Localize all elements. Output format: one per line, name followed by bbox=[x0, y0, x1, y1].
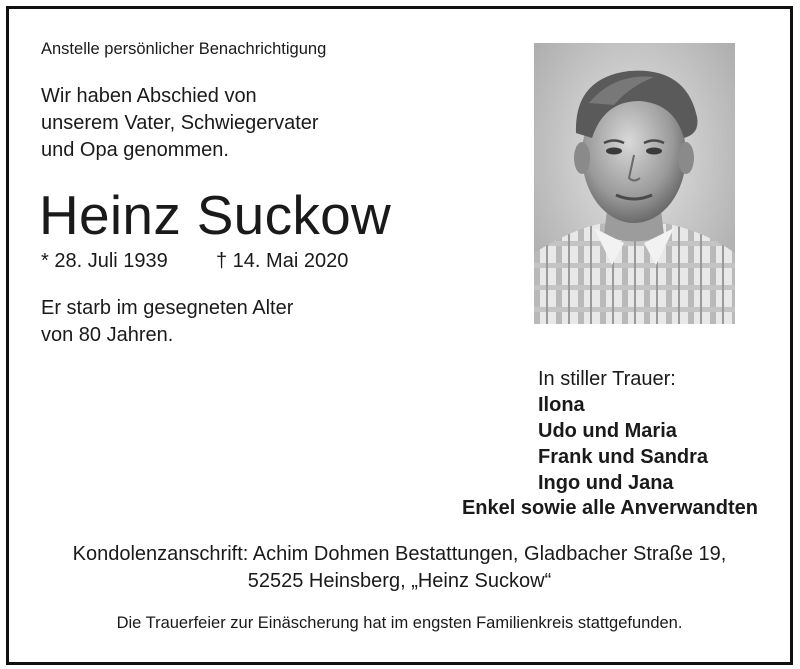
mourner-item: Ingo und Jana bbox=[538, 472, 674, 494]
deceased-name: Heinz Suckow bbox=[39, 184, 392, 246]
age-line: Er starb im gesegneten Alter bbox=[41, 297, 294, 319]
condolence-address bbox=[9, 541, 790, 595]
ceremony-note: Die Trauerfeier zur Einäscherung hat im engsten Familienkreis stattgefunden. bbox=[116, 614, 683, 632]
mourning-lead: In stiller Trauer: bbox=[538, 368, 676, 390]
mourner-item: Frank und Sandra bbox=[538, 446, 709, 468]
mourner-item: Udo und Maria bbox=[538, 420, 677, 442]
intro-line: und Opa genommen. bbox=[41, 139, 229, 161]
portrait-photo bbox=[534, 43, 735, 324]
intro-line: Wir haben Abschied von bbox=[41, 85, 257, 107]
mourner-item: Ilona bbox=[538, 394, 585, 416]
intro-line: unserem Vater, Schwiegervater bbox=[41, 112, 319, 134]
mourners-list bbox=[538, 392, 708, 496]
mourners-relatives: Enkel sowie alle Anverwandten bbox=[461, 497, 758, 519]
obituary-frame bbox=[6, 6, 793, 665]
address-line: Kondolenzanschrift: Achim Dohmen Bestattungen, Gladbacher Straße 19, bbox=[72, 543, 727, 565]
portrait-image bbox=[534, 43, 735, 324]
preface-text: Anstelle persönlicher Benachrichtigung bbox=[41, 40, 327, 58]
age-line: von 80 Jahren. bbox=[41, 324, 174, 346]
address-line: 52525 Heinsberg, „Heinz Suckow“ bbox=[247, 570, 552, 592]
birth-date: * 28. Juli 1939 bbox=[41, 250, 168, 272]
intro-text bbox=[41, 83, 319, 164]
age-text bbox=[41, 295, 293, 349]
death-date: † 14. Mai 2020 bbox=[216, 250, 349, 272]
